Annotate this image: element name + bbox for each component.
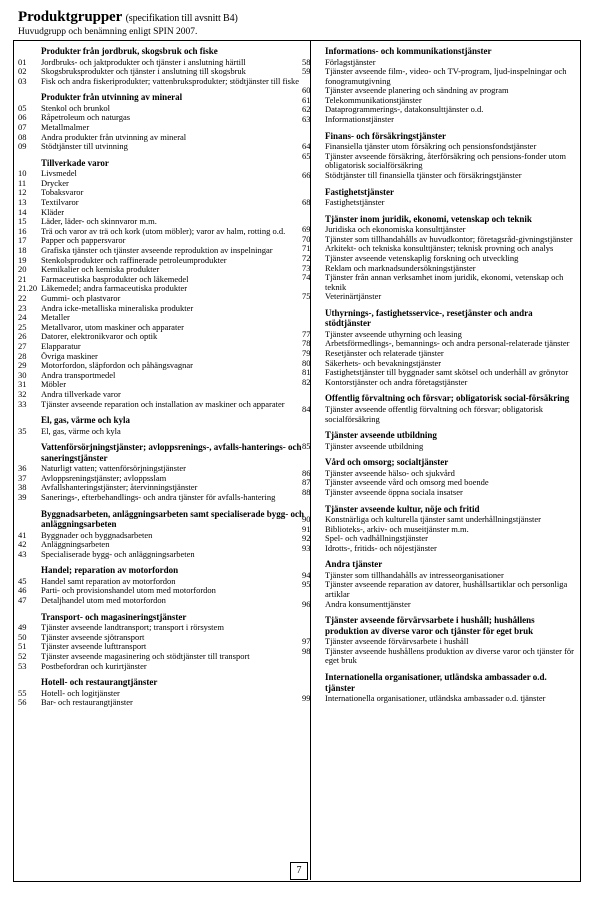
section-title: Tjänster inom juridik, ekonomi, vetenskap och teknik bbox=[325, 213, 532, 224]
product-label: Säkerhets- och bevakningstjänster bbox=[325, 357, 442, 368]
product-code: 15 bbox=[18, 216, 27, 227]
product-label: Anläggningsarbeten bbox=[41, 539, 110, 550]
product-code: 09 bbox=[18, 141, 27, 152]
section-title: Tillverkade varor bbox=[41, 157, 109, 168]
product-label: Tjänster avseende sjötransport bbox=[41, 631, 145, 642]
product-code: 36 bbox=[18, 463, 27, 474]
product-code: 37 bbox=[18, 472, 27, 483]
product-label: Tjänster avseende vetenskaplig forskning och utveckling bbox=[325, 252, 519, 263]
product-label: Parti- och provisionshandel utom med motorfordon bbox=[41, 585, 216, 596]
list-item bbox=[302, 488, 574, 498]
product-label: Tjänster avseende förvärvsarbete i hushåll bbox=[325, 636, 469, 647]
product-code: 60 bbox=[302, 85, 311, 96]
product-label: Kemikalier och kemiska produkter bbox=[41, 264, 160, 275]
product-label: Telekommunikationstjänster bbox=[325, 94, 422, 105]
product-label: Finansiella tjänster utom försäkring och pensionsfondstjänster bbox=[325, 141, 537, 152]
list-item bbox=[302, 405, 574, 424]
list-item bbox=[18, 596, 304, 606]
product-code: 94 bbox=[302, 569, 311, 580]
product-code: 39 bbox=[18, 491, 27, 502]
product-code: 28 bbox=[18, 350, 27, 361]
product-label: Andra transportmedel bbox=[41, 369, 116, 380]
product-code: 55 bbox=[18, 687, 27, 698]
product-code: 61 bbox=[302, 94, 311, 105]
product-code: 92 bbox=[302, 533, 311, 544]
product-code: 46 bbox=[18, 585, 27, 596]
product-section bbox=[18, 92, 304, 151]
product-label: Tjänster avseende reparation av datorer, hushållsartiklar och personliga artiklar bbox=[325, 579, 568, 600]
product-label: Elapparatur bbox=[41, 340, 81, 351]
product-label: Internationella organisationer, utländska ambassader o.d. tjänster bbox=[325, 693, 546, 704]
product-label: Avloppsreningstjänster; avloppsslam bbox=[41, 472, 167, 483]
list-item bbox=[302, 544, 574, 554]
list-item bbox=[302, 198, 574, 208]
product-code: 99 bbox=[302, 693, 311, 704]
list-item bbox=[18, 662, 304, 672]
list-item bbox=[302, 115, 574, 125]
product-section bbox=[18, 565, 304, 605]
list-item bbox=[302, 600, 574, 610]
right-column bbox=[302, 46, 574, 704]
product-code: 84 bbox=[302, 403, 311, 414]
product-label: Fastighetstjänster till byggnader samt skötsel och underhåll av grönytor bbox=[325, 367, 569, 378]
product-code: 20 bbox=[18, 264, 27, 275]
product-code: 50 bbox=[18, 631, 27, 642]
product-label: Stödtjänster till finansiella tjänster och försäkringstjänster bbox=[325, 169, 522, 180]
product-code: 71 bbox=[302, 243, 311, 254]
product-label: Övriga maskiner bbox=[41, 350, 98, 361]
product-code: 93 bbox=[302, 542, 311, 553]
product-code: 24 bbox=[18, 312, 27, 323]
product-code: 86 bbox=[302, 467, 311, 478]
page-number: 7 bbox=[290, 862, 308, 880]
product-label: Stödtjänster till utvinning bbox=[41, 141, 128, 152]
list-item bbox=[302, 694, 574, 704]
product-code: 08 bbox=[18, 131, 27, 142]
product-label: Idrotts-, fritids- och nöjestjänster bbox=[325, 542, 437, 553]
product-label: Skogsbruksprodukter och tjänster i anslutning till skogsbruk bbox=[41, 66, 246, 77]
product-code: 07 bbox=[18, 121, 27, 132]
product-code: 22 bbox=[18, 292, 27, 303]
product-code: 30 bbox=[18, 369, 27, 380]
product-label: Fastighetstjänster bbox=[325, 197, 385, 208]
list-item bbox=[302, 647, 574, 666]
product-code: 26 bbox=[18, 331, 27, 342]
product-label: Tjänster avseende planering och sändning av program bbox=[325, 85, 509, 96]
product-label: Andra icke-metalliska mineraliska produkter bbox=[41, 302, 194, 313]
list-item bbox=[18, 400, 304, 410]
left-column bbox=[18, 46, 304, 708]
product-label: Tjänster som tillhandahålls av huvudkontor; företagsråd-givningstjänster bbox=[325, 233, 573, 244]
product-code: 79 bbox=[302, 348, 311, 359]
product-label: Dataprogrammerings-, datakonsulttjänster o.d. bbox=[325, 104, 484, 115]
section-title: Transport- och magasineringstjänster bbox=[41, 611, 187, 622]
product-label: Livsmedel bbox=[41, 168, 77, 179]
product-label: Grafiska tjänster och tjänster avseende reproduktion av inspelningar bbox=[41, 245, 273, 255]
section-title: Tjänster avseende förvärvsarbete i hushåll; hushållens produktion av diverse varor och tjänster för eget bruk bbox=[325, 615, 535, 636]
product-label: Tjänster avseende film-, video- och TV-program, ljud-inspelningar och fonogramutgivning bbox=[325, 66, 567, 86]
page-title-line bbox=[18, 9, 578, 27]
product-label: Resetjänster och relaterade tjänster bbox=[325, 348, 444, 359]
product-label: Bar- och restaurangtjänster bbox=[41, 697, 133, 708]
page-header bbox=[18, 9, 578, 38]
product-section bbox=[18, 46, 304, 86]
section-title: Uthyrnings-, fastighetsservice-, resetjänster och andra stödtjänster bbox=[325, 307, 533, 329]
list-item bbox=[302, 67, 574, 86]
product-code: 21.20 bbox=[18, 283, 38, 294]
product-code: 78 bbox=[302, 338, 311, 349]
product-label: Läkemedel; andra farmaceutiska produkter bbox=[41, 283, 188, 294]
product-code: 43 bbox=[18, 548, 27, 559]
product-code: 80 bbox=[302, 357, 311, 368]
product-label: Tjänster avseende landtransport; transport i rörsystem bbox=[41, 622, 224, 633]
product-section bbox=[302, 504, 574, 554]
product-code: 27 bbox=[18, 340, 27, 351]
product-code: 51 bbox=[18, 641, 27, 652]
product-section bbox=[302, 615, 574, 666]
list-item bbox=[18, 493, 304, 503]
product-label: Textilvaror bbox=[41, 197, 79, 208]
product-label: Tjänster avseende öppna sociala insatser bbox=[325, 486, 463, 497]
product-label: Trä och varor av trä och kork (utom möbler); varor av halm, rotting o.d. bbox=[41, 225, 286, 236]
list-item bbox=[302, 378, 574, 388]
product-label: Sanerings-, efterbehandlings- och andra tjänster för avfalls-hantering bbox=[41, 491, 276, 502]
product-code: 49 bbox=[18, 622, 27, 633]
product-code: 29 bbox=[18, 360, 27, 371]
product-code: 85 bbox=[302, 440, 311, 451]
product-label: Andra tillverkade varor bbox=[41, 388, 121, 399]
product-section bbox=[302, 457, 574, 497]
product-section bbox=[302, 214, 574, 302]
product-label: Reklam och marknadsundersökningstjänster bbox=[325, 262, 476, 273]
product-code: 95 bbox=[302, 579, 311, 590]
product-code: 10 bbox=[18, 168, 27, 179]
product-code: 17 bbox=[18, 235, 27, 246]
list-item bbox=[302, 273, 574, 292]
product-code: 63 bbox=[302, 114, 311, 125]
product-code: 03 bbox=[18, 75, 27, 86]
product-label: Drycker bbox=[41, 177, 69, 188]
product-label: Stenkolsprodukter och raffinerade petroleumprodukter bbox=[41, 254, 227, 265]
section-title: Informations- och kommunikationstjänster bbox=[325, 46, 492, 56]
section-title: Produkter från utvinning av mineral bbox=[41, 92, 183, 103]
section-title: Hotell- och restaurangtjänster bbox=[41, 677, 158, 688]
product-label: Andra produkter från utvinning av mineral bbox=[41, 131, 187, 142]
product-label: Tjänster avseende uthyrning och leasing bbox=[325, 328, 462, 339]
product-code: 14 bbox=[18, 206, 27, 217]
product-code: 68 bbox=[302, 197, 311, 208]
product-code: 53 bbox=[18, 660, 27, 671]
product-section bbox=[302, 430, 574, 451]
section-title: Vård och omsorg; socialtjänster bbox=[325, 457, 449, 468]
product-label: Råpetroleum och naturgas bbox=[41, 112, 131, 123]
product-label: Jordbruks- och jaktprodukter och tjänster i anslutning härtill bbox=[41, 56, 246, 67]
product-code: 47 bbox=[18, 595, 27, 606]
section-title: Fastighetstjänster bbox=[325, 186, 394, 197]
section-title: Andra tjänster bbox=[325, 559, 383, 570]
product-code: 05 bbox=[18, 102, 27, 113]
product-code: 59 bbox=[302, 66, 311, 77]
product-label: Juridiska och ekonomiska konsulttjänster bbox=[325, 224, 466, 235]
product-label: Metallvaror, utom maskiner och apparater bbox=[41, 321, 184, 332]
section-title: Finans- och försäkringstjänster bbox=[325, 130, 446, 141]
product-code: 91 bbox=[302, 523, 311, 534]
product-label: Tjänster avseende offentlig förvaltning och försvar; obligatorisk socialförsäkring bbox=[325, 403, 543, 424]
section-title: Produkter från jordbruk, skogsbruk och fiske bbox=[41, 46, 218, 56]
product-code: 35 bbox=[18, 425, 27, 436]
product-section bbox=[302, 672, 574, 704]
product-code: 97 bbox=[302, 636, 311, 647]
product-code: 52 bbox=[18, 650, 27, 661]
section-title: El, gas, värme och kyla bbox=[41, 415, 130, 426]
product-code: 90 bbox=[302, 514, 311, 524]
section-title: Byggnadsarbeten, anläggningsarbeten samt specialiserade bygg- och anläggningsarbeten bbox=[41, 508, 305, 530]
product-label: Möbler bbox=[41, 379, 67, 390]
product-label: Informationstjänster bbox=[325, 114, 394, 125]
product-label: Veterinärtjänster bbox=[325, 291, 382, 302]
product-section bbox=[302, 559, 574, 609]
product-section bbox=[18, 415, 304, 436]
product-code: 62 bbox=[302, 104, 311, 115]
product-label: Tjänster som tillhandahålls av intresseorganisationer bbox=[325, 569, 504, 580]
section-title: Internationella organisationer, utländska ambassader o.d. tjänster bbox=[325, 672, 547, 693]
product-label: Biblioteks-, arkiv- och museitjänster m.m. bbox=[325, 523, 469, 534]
list-item bbox=[18, 77, 304, 87]
product-label: Datorer, elektronikvaror och optik bbox=[41, 331, 158, 342]
product-code: 31 bbox=[18, 379, 27, 390]
list-item bbox=[302, 152, 574, 171]
product-code: 18 bbox=[18, 245, 27, 255]
product-label: Postbefordran och kurirtjänster bbox=[41, 660, 147, 671]
product-label: Kontorstjänster och andra företagstjänster bbox=[325, 376, 468, 387]
list-item bbox=[18, 142, 304, 152]
product-code: 21 bbox=[18, 273, 27, 284]
product-code: 72 bbox=[302, 252, 311, 263]
section-title: Tjänster avseende kultur, nöje och fritid bbox=[325, 503, 480, 514]
product-code: 64 bbox=[302, 141, 311, 152]
product-code: 66 bbox=[302, 169, 311, 180]
product-section bbox=[18, 677, 304, 708]
product-section bbox=[302, 46, 574, 125]
product-code: 42 bbox=[18, 539, 27, 550]
product-code: 19 bbox=[18, 254, 27, 265]
product-code: 12 bbox=[18, 187, 27, 198]
product-label: Fisk och andra fiskeriprodukter; vattenbruksprodukter; stödtjänster till fiske bbox=[41, 75, 300, 86]
product-code: 77 bbox=[302, 328, 311, 339]
product-code: 65 bbox=[302, 150, 311, 161]
product-label: Avfallshanteringstjänster; återvinningstjänster bbox=[41, 482, 198, 493]
product-section bbox=[302, 308, 574, 388]
product-code: 16 bbox=[18, 225, 27, 236]
product-code: 32 bbox=[18, 388, 27, 399]
product-code: 70 bbox=[302, 233, 311, 244]
page-title-note: (specifikation till avsnitt B4) bbox=[125, 13, 238, 24]
list-item bbox=[302, 580, 574, 599]
product-code: 45 bbox=[18, 575, 27, 586]
product-label: Tjänster avseende reparation och installation av maskiner och apparater bbox=[41, 398, 285, 409]
section-title: Vattenförsörjningstjänster; avloppsrenings-, avfalls-hanterings- och saneringstjänster bbox=[41, 442, 302, 463]
product-label: Gummi- och plastvaror bbox=[41, 292, 121, 303]
product-code: 87 bbox=[302, 477, 311, 488]
product-section bbox=[302, 393, 574, 424]
product-label: Naturligt vatten; vattenförsörjningstjänster bbox=[41, 463, 186, 474]
product-label: Metallmalmer bbox=[41, 121, 90, 132]
product-code: 23 bbox=[18, 302, 27, 313]
product-label: Motorfordon, släpfordon och påhängsvagnar bbox=[41, 360, 194, 371]
product-section bbox=[18, 612, 304, 671]
product-label: Stenkol och brunkol bbox=[41, 102, 110, 113]
product-label: Andra konsumenttjänster bbox=[325, 598, 411, 609]
product-code: 74 bbox=[302, 272, 311, 283]
product-code: 81 bbox=[302, 367, 311, 378]
product-label: Spel- och vadhållningstjänster bbox=[325, 533, 428, 544]
product-section bbox=[18, 442, 304, 502]
product-label: Tjänster avseende magasinering och stödtjänster till transport bbox=[41, 650, 250, 661]
product-code: 25 bbox=[18, 321, 27, 332]
list-item bbox=[18, 698, 304, 708]
product-code: 96 bbox=[302, 598, 311, 609]
product-code: 88 bbox=[302, 486, 311, 497]
section-title: Handel; reparation av motorfordon bbox=[41, 565, 179, 576]
page-title: Produktgrupper bbox=[18, 9, 122, 25]
product-section bbox=[18, 509, 304, 560]
product-label: Tjänster avseende hushållens produktion av diverse varor och tjänster för eget bruk bbox=[325, 645, 575, 666]
product-label: Farmaceutiska basprodukter och läkemedel bbox=[41, 273, 189, 284]
product-label: Kläder bbox=[41, 206, 65, 217]
product-label: Arbetsförmedlings-, bemannings- och andra personal-relaterade tjänster bbox=[325, 338, 570, 349]
product-label: Byggnader och byggnadsarbeten bbox=[41, 529, 153, 540]
product-label: Läder, läder- och skinnvaror m.m. bbox=[41, 216, 157, 227]
section-title: Tjänster avseende utbildning bbox=[325, 430, 437, 441]
section-title: Offentlig förvaltning och försvar; obligatorisk social-försäkring bbox=[325, 393, 570, 404]
product-code: 75 bbox=[302, 291, 311, 302]
product-label: Tjänster från annan verksamhet inom juridik, ekonomi, vetenskap och teknik bbox=[325, 272, 564, 292]
page-subtitle: Huvudgrupp och benämning enligt SPIN 2007. bbox=[18, 27, 198, 37]
product-code: 01 bbox=[18, 56, 27, 67]
product-label: El, gas, värme och kyla bbox=[41, 425, 121, 436]
product-label: Konstnärliga och kulturella tjänster samt underhållningstjänster bbox=[325, 514, 541, 524]
product-code: 69 bbox=[302, 224, 311, 235]
product-label: Hotell- och logitjänster bbox=[41, 687, 120, 698]
product-label: Papper och pappersvaror bbox=[41, 235, 126, 246]
product-label: Detaljhandel utom med motorfordon bbox=[41, 595, 166, 606]
product-section bbox=[302, 131, 574, 181]
product-code: 98 bbox=[302, 645, 311, 656]
product-code: 56 bbox=[18, 697, 27, 708]
product-label: Förlagstjänster bbox=[325, 56, 376, 67]
product-label: Metaller bbox=[41, 312, 70, 323]
product-code: 38 bbox=[18, 482, 27, 493]
product-code: 73 bbox=[302, 262, 311, 273]
product-code: 11 bbox=[18, 177, 27, 188]
product-label: Tjänster avseende hälso- och sjukvård bbox=[325, 467, 455, 478]
product-code: 33 bbox=[18, 398, 27, 409]
product-label: Arkitekt- och tekniska konsulttjänster; teknisk provning och analys bbox=[325, 243, 554, 254]
product-label: Tobaksvaror bbox=[41, 187, 84, 198]
product-code: 06 bbox=[18, 112, 27, 123]
list-item bbox=[18, 550, 304, 560]
product-label: Handel samt reparation av motorfordon bbox=[41, 575, 176, 586]
product-label: Tjänster avseende vård och omsorg med boende bbox=[325, 477, 489, 488]
product-section bbox=[302, 187, 574, 208]
product-label: Tjänster avseende utbildning bbox=[325, 440, 424, 451]
product-label: Tjänster avseende lufttransport bbox=[41, 641, 147, 652]
list-item bbox=[302, 442, 574, 452]
list-item bbox=[302, 171, 574, 181]
product-code: 58 bbox=[302, 56, 311, 67]
product-code: 82 bbox=[302, 376, 311, 387]
product-label: Specialiserade bygg- och anläggningsarbeten bbox=[41, 548, 195, 559]
product-label: Tjänster avseende försäkring, återförsäkring och pensions-fonder utom obligatorisk socialförsäkring bbox=[325, 150, 566, 171]
list-item bbox=[18, 427, 304, 437]
product-code: 02 bbox=[18, 66, 27, 77]
product-code: 41 bbox=[18, 529, 27, 540]
product-code: 13 bbox=[18, 197, 27, 208]
product-section bbox=[18, 158, 304, 409]
list-item bbox=[302, 292, 574, 302]
